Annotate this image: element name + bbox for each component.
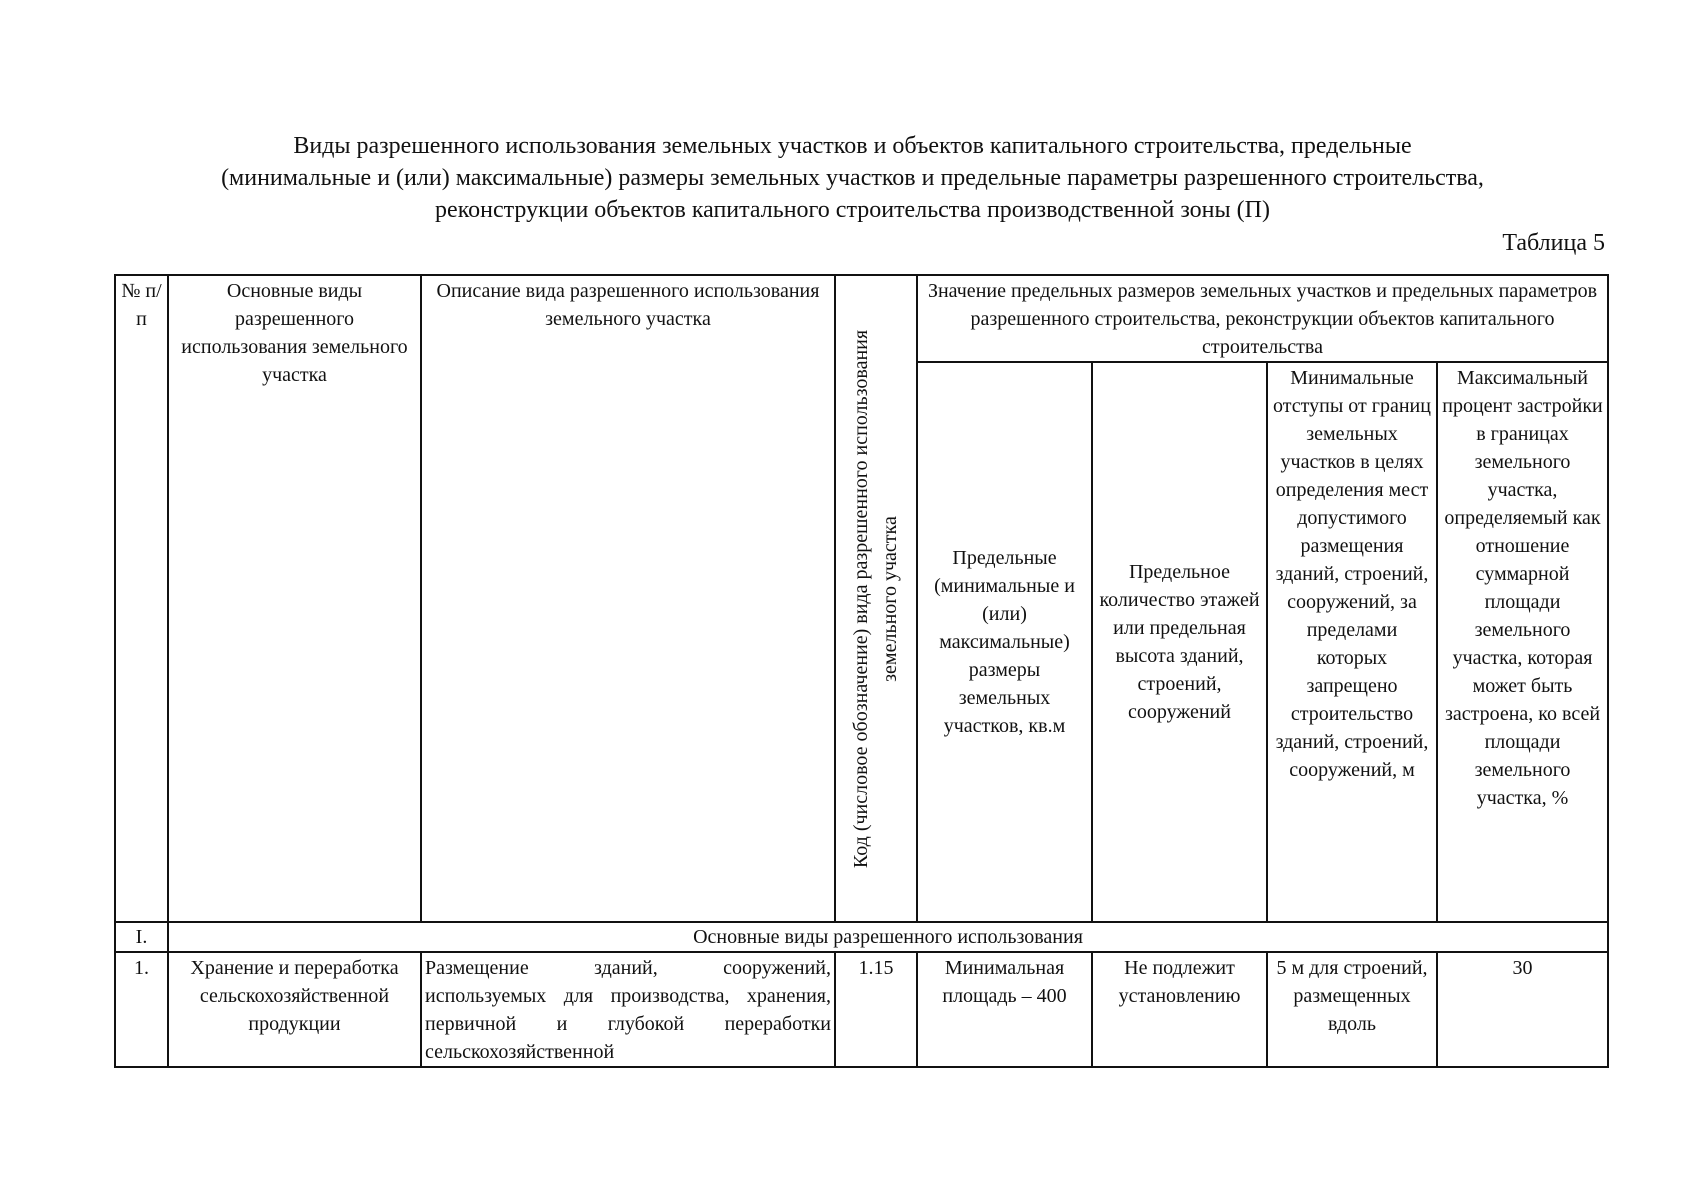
land-use-table xyxy=(114,274,1609,1068)
row-setbacks: 5 м для строений, размещенных вдоль xyxy=(1267,952,1437,1067)
header-limits-group: Значение предельных размеров земельных участков и предельных параметров разрешенного строительства, реконструкции объектов капитального строительства xyxy=(917,275,1608,362)
title-line: (минимальные и (или) максимальные) размеры земельных участков и предельные параметры разрешенного строительства, xyxy=(221,165,1484,191)
row-use: Хранение и переработка сельскохозяйственной продукции xyxy=(168,952,421,1067)
header-code xyxy=(835,275,917,922)
title-line: Виды разрешенного использования земельных участков и объектов капитального строительства, предельные xyxy=(293,133,1412,159)
section-number: I. xyxy=(115,922,168,952)
header-floors: Предельное количество этажей или предельная высота зданий, строений, сооружений xyxy=(1092,362,1267,922)
document-title xyxy=(90,130,1615,226)
header-code-text: Код (числовое обозначение) вида разрешенного использования земельного участка xyxy=(850,329,901,868)
header-description: Описание вида разрешенного использования земельного участка xyxy=(421,275,835,922)
header-main-use: Основные виды разрешенного использования земельного участка xyxy=(168,275,421,922)
header-number: № п/п xyxy=(115,275,168,922)
row-floors: Не подлежит установлению xyxy=(1092,952,1267,1067)
row-number: 1. xyxy=(115,952,168,1067)
row-plot-size: Минимальная площадь – 400 xyxy=(917,952,1092,1067)
row-code: 1.15 xyxy=(835,952,917,1067)
title-line: реконструкции объектов капитального строительства производственной зоны (П) xyxy=(435,197,1270,223)
table-row xyxy=(115,952,1608,1067)
section-title: Основные виды разрешенного использования xyxy=(168,922,1608,952)
header-coverage: Максимальный процент застройки в границах земельного участка, определяемый как отношение суммарной площади земельного участка, которая может быть застроена, ко всей площади земельного участка, % xyxy=(1437,362,1608,922)
header-setbacks: Минимальные отступы от границ земельных участков в целях определения мест допустимого размещения зданий, строений, сооружений, за пределами которых запрещено строительство зданий, строений, сооружений, м xyxy=(1267,362,1437,922)
row-coverage: 30 xyxy=(1437,952,1608,1067)
table-number: Таблица 5 xyxy=(1502,230,1605,256)
header-plot-size: Предельные (минимальные и (или) максимальные) размеры земельных участков, кв.м xyxy=(917,362,1092,922)
row-description: Размещение зданий, сооружений, используемых для производства, хранения, первичной и глубокой переработки сельскохозяйственной xyxy=(421,952,835,1067)
